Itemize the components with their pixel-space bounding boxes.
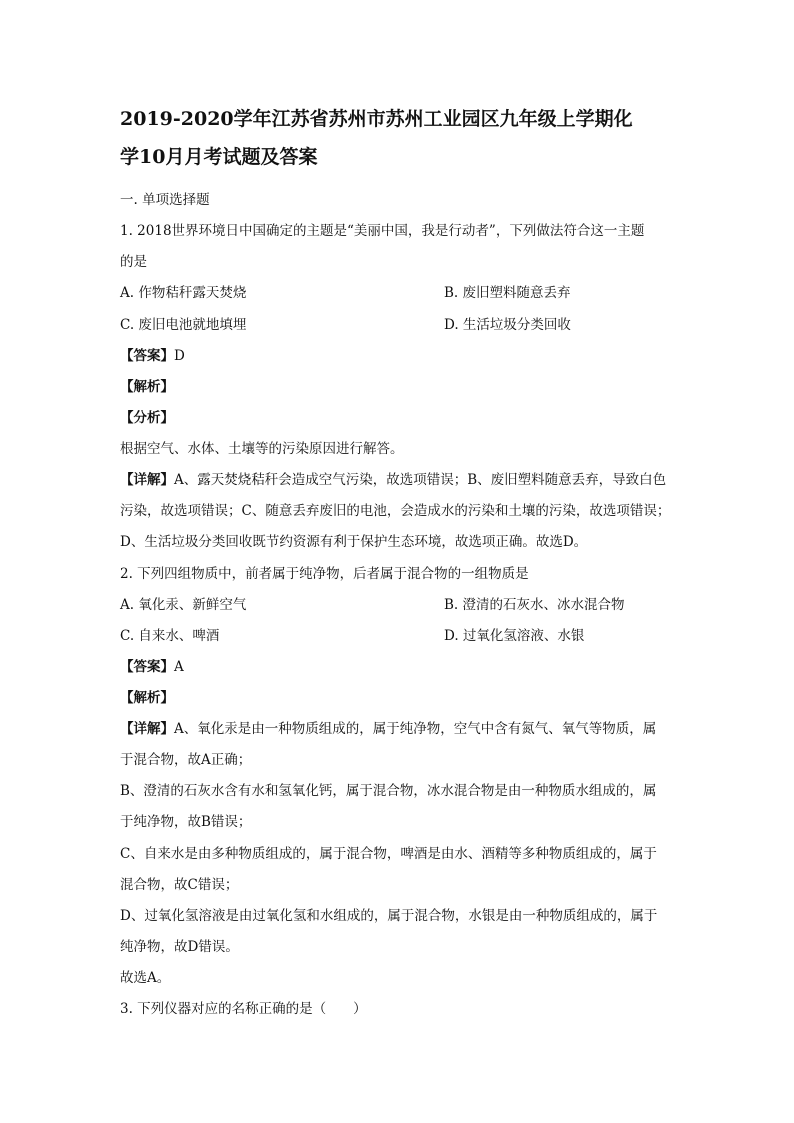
q2-option-c: C. 自来水、啤酒 <box>120 628 220 644</box>
q2-detail-label: 【详解】 <box>120 721 174 737</box>
q2-option-b: B. 澄清的石灰水、冰水混合物 <box>444 597 625 613</box>
q2-option-d: D. 过氧化氢溶液、水银 <box>444 628 585 644</box>
q1-detail-line-3: D、生活垃圾分类回收既节约资源有利于保护生态环境，故选项正确。故选D。 <box>120 534 588 550</box>
q2-detail-text-1: A、氧化汞是由一种物质组成的，属于纯净物，空气中含有氮气、氧气等物质，属 <box>174 721 657 737</box>
q2-detail-line-6: 混合物，故C错误； <box>120 877 239 893</box>
q2-analysis-label: 【解析】 <box>120 690 174 706</box>
q2-answer <box>120 655 184 675</box>
q3-stem: 3. 下列仪器对应的名称正确的是（ ） <box>120 1001 367 1017</box>
q1-detail-text-1: A、露天焚烧秸秆会造成空气污染，故选项错误；B、废旧塑料随意丢弃，导致白色 <box>174 472 667 488</box>
q2-detail-line-8: 纯净物，故D错误。 <box>120 939 239 955</box>
q2-conclusion: 故选A。 <box>120 970 171 986</box>
q1-option-a: A. 作物秸秆露天焚烧 <box>120 285 247 301</box>
q2-detail-line-4: 于纯净物，故B错误； <box>120 814 252 830</box>
q2-detail-line-2: 于混合物，故A正确； <box>120 752 252 768</box>
q2-answer-label: 【答案】 <box>120 659 174 675</box>
q2-detail-line-1 <box>120 717 656 737</box>
q1-option-c: C. 废旧电池就地填埋 <box>120 317 247 333</box>
q1-analysis-label: 【解析】 <box>120 379 174 395</box>
section-heading: 一. 单项选择题 <box>120 192 210 208</box>
q1-stem-line-1: 1. 2018世界环境日中国确定的主题是“美丽中国，我是行动者”，下列做法符合这一主题 <box>120 223 645 239</box>
q1-answer <box>120 344 185 364</box>
q2-option-a: A. 氧化汞、新鲜空气 <box>120 597 247 613</box>
q1-stem-line-2: 的是 <box>120 254 147 270</box>
q1-option-b: B. 废旧塑料随意丢弃 <box>444 285 571 301</box>
q1-detail-line-1 <box>120 468 666 488</box>
q2-stem: 2. 下列四组物质中，前者属于纯净物，后者属于混合物的一组物质是 <box>120 566 529 582</box>
q2-detail-line-7: D、过氧化氢溶液是由过氧化氢和水组成的，属于混合物，水银是由一种物质组成的，属于 <box>120 908 658 924</box>
q1-fenxi-label: 【分析】 <box>120 410 174 426</box>
q1-detail-label: 【详解】 <box>120 472 174 488</box>
q1-answer-value: D <box>174 348 185 364</box>
q2-detail-line-5: C、自来水是由多种物质组成的，属于混合物，啤酒是由水、酒精等多种物质组成的，属于 <box>120 846 657 862</box>
q2-detail-line-3: B、澄清的石灰水含有水和氢氧化钙，属于混合物，冰水混合物是由一种物质水组成的，属 <box>120 783 657 799</box>
q1-answer-label: 【答案】 <box>120 348 174 364</box>
page-title-line-2: 学10月月考试题及答案 <box>120 146 318 168</box>
q2-answer-value: A <box>174 659 184 675</box>
q1-fenxi-text: 根据空气、水体、土壤等的污染原因进行解答。 <box>120 441 404 457</box>
q1-option-d: D. 生活垃圾分类回收 <box>444 317 571 333</box>
q1-detail-line-2: 污染，故选项错误；C、随意丢弃废旧的电池，会造成水的污染和土壤的污染，故选项错误； <box>120 503 671 519</box>
page-title-line-1: 2019-2020学年江苏省苏州市苏州工业园区九年级上学期化 <box>120 108 633 130</box>
